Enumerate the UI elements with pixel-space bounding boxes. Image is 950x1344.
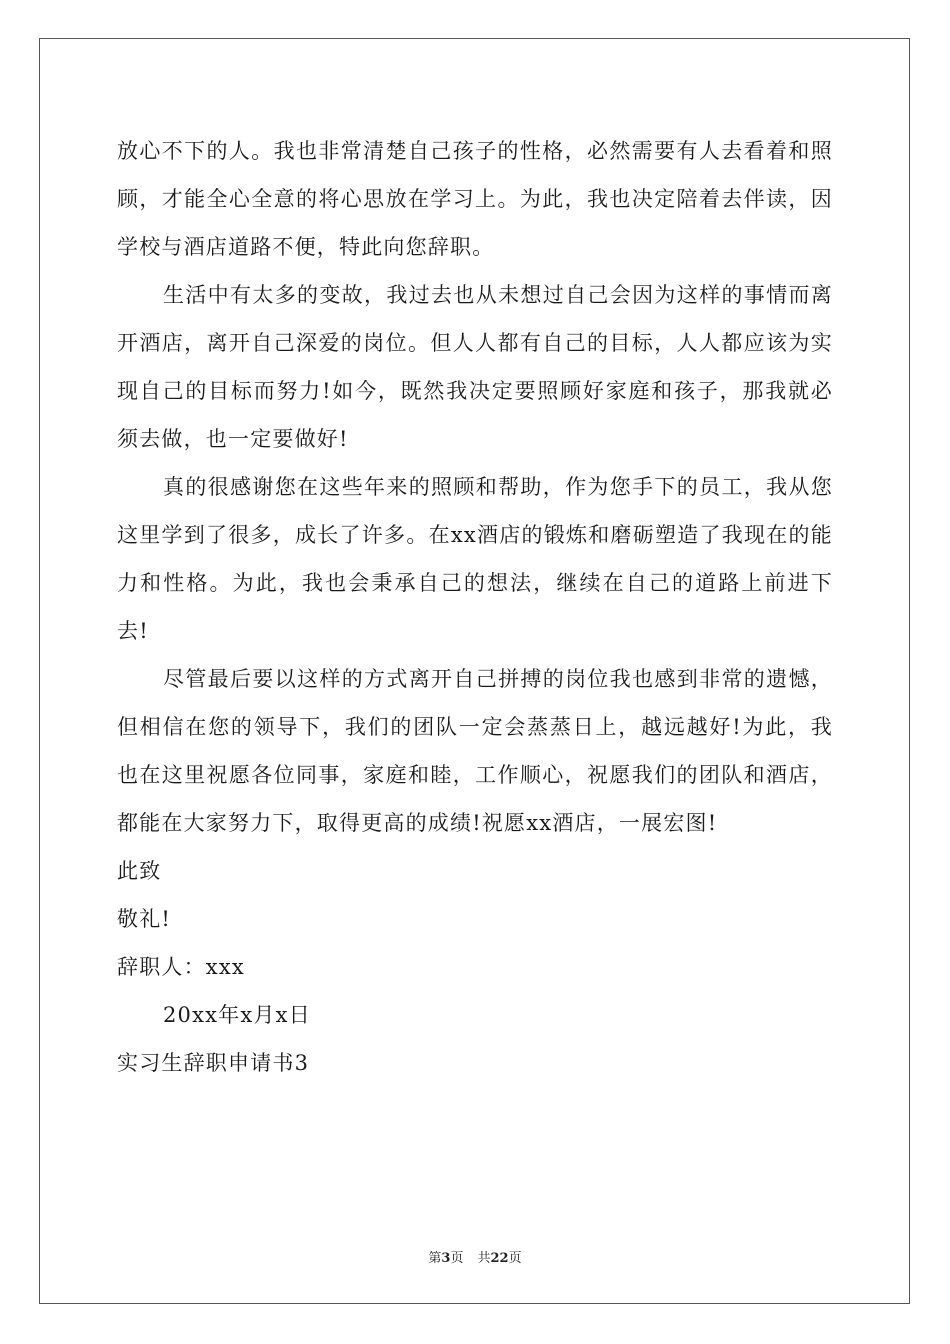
- paragraph-1: 放心不下的人。我也非常清楚自己孩子的性格，必然需要有人去看着和照顾，才能全心全意的将心思放在学习上。为此，我也决定陪着去伴读，因学校与酒店道路不便，特此向您辞职。: [117, 139, 833, 259]
- salutation: 此致: [117, 859, 162, 883]
- page-prefix: 第: [428, 1251, 442, 1266]
- next-section-title: 实习生辞职申请书3: [117, 1051, 310, 1075]
- total-prefix: 共: [477, 1251, 491, 1266]
- page-footer: [0, 1247, 950, 1266]
- paragraph-2: 生活中有太多的变故，我过去也从未想过自己会因为这样的事情而离开酒店，离开自己深爱的岗位。但人人都有自己的目标，人人都应该为实现自己的目标而努力!如今，既然我决定要照顾好家庭和孩子，那我就必须去做，也一定要做好!: [117, 283, 833, 451]
- paragraph-3: 真的很感谢您在这些年来的照顾和帮助，作为您手下的员工，我从您这里学到了很多，成长了许多。在xx酒店的锻炼和磨砺塑造了我现在的能力和性格。为此，我也会秉承自己的想法，继续在自己的道路上前进下去!: [117, 475, 833, 643]
- total-suffix: 页: [508, 1251, 522, 1266]
- regards: 敬礼!: [117, 907, 172, 931]
- letter-body: [117, 127, 833, 1087]
- total-pages: 22: [490, 1251, 509, 1266]
- paragraph-4: 尽管最后要以这样的方式离开自己拼搏的岗位我也感到非常的遗憾，但相信在您的领导下，我们的团队一定会蒸蒸日上，越远越好!为此，我也在这里祝愿各位同事，家庭和睦，工作顺心，祝愿我们的团队和酒店，都能在大家努力下，取得更高的成绩!祝愿xx酒店，一展宏图!: [117, 667, 833, 835]
- page-number: 3: [441, 1251, 451, 1266]
- page-suffix: 页: [450, 1251, 464, 1266]
- date: 20xx年x月x日: [163, 1003, 311, 1027]
- signer: 辞职人：xxx: [117, 955, 245, 979]
